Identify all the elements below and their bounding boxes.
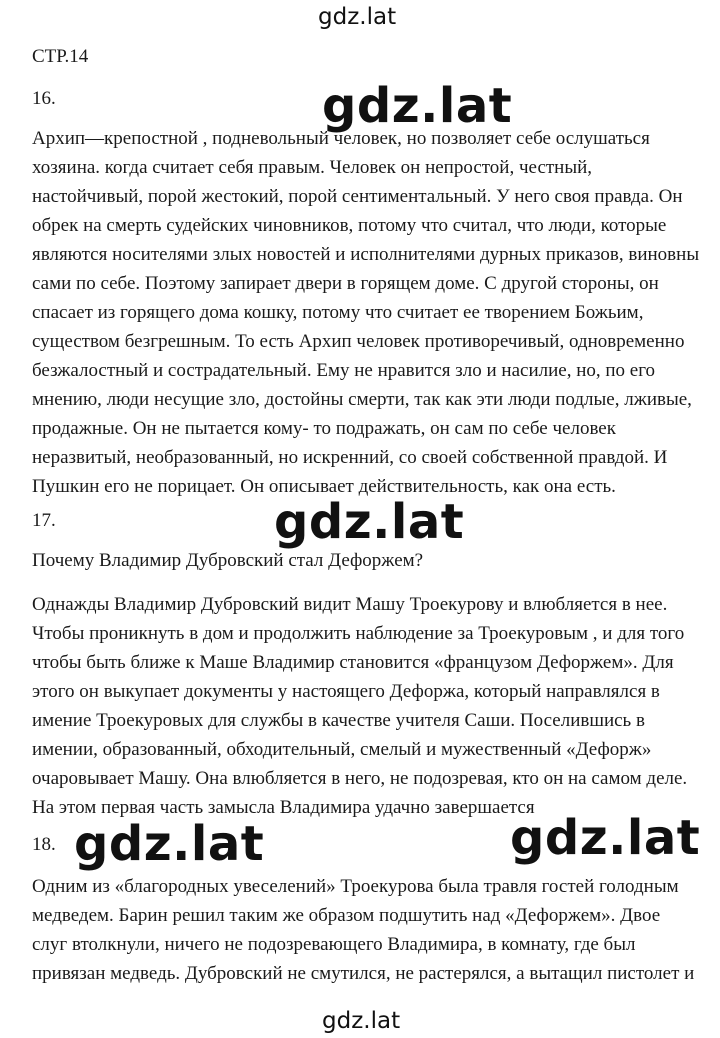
section-17-line: На этом первая часть замысла Владимира удачно завершается bbox=[32, 797, 535, 818]
watermark-mid2: gdz.lat bbox=[274, 494, 465, 550]
section-17-line: очаровывает Машу. Она влюбляется в него, не подозревая, кто он на самом деле. bbox=[32, 768, 688, 789]
section-16-line: спасает из горящего дома кошку, потому что считает ее творением Божьим, bbox=[32, 302, 644, 323]
section-17-text bbox=[32, 590, 704, 822]
section-18-line: Одним из «благородных увеселений» Троекурова была травля гостей голодным bbox=[32, 876, 679, 897]
section-16-line: настойчивый, порой жестокий, порой сентиментальный. У него своя правда. Он bbox=[32, 186, 683, 207]
section-16-line: обрек на смерть судейских чиновников, потому что считал, что люди, которые bbox=[32, 215, 667, 236]
watermark-right3: gdz.lat bbox=[510, 810, 701, 866]
section-17-line: имение Троекуровых для службы в качестве учителя Саши. Поселившись в bbox=[32, 710, 645, 731]
section-16-line: являются носителями злых новостей и исполнителями дурных приказов, виновны bbox=[32, 244, 700, 265]
section-17-question: Почему Владимир Дубровский стал Дефоржем? bbox=[32, 550, 424, 571]
watermark-top: gdz.lat bbox=[318, 4, 397, 30]
section-16-line: Пушкин его не порицает. Он описывает действительность, как она есть. bbox=[32, 476, 616, 497]
section-16-line: неразвитый, необразованный, но искренний, со своей собственной правдой. И bbox=[32, 447, 668, 468]
section-17-line: Чтобы проникнуть в дом и продолжить наблюдение за Троекуровым , и для того bbox=[32, 623, 685, 644]
section-16-number: 16. bbox=[32, 88, 56, 109]
section-17-line: Однажды Владимир Дубровский видит Машу Троекурову и влюбляется в нее. bbox=[32, 594, 668, 615]
section-17-line: чтобы быть ближе к Маше Владимир становится «французом Дефоржем». Для bbox=[32, 652, 674, 673]
watermark-mid1: gdz.lat bbox=[322, 78, 513, 134]
section-16-line: сами по себе. Поэтому запирает двери в горящем доме. С другой стороны, он bbox=[32, 273, 659, 294]
section-16-line: Архип—крепостной , подневольный человек, но позволяет себе ослушаться bbox=[32, 128, 650, 149]
section-18-line: медведем. Барин решил таким же образом подшутить над «Дефоржем». Двое bbox=[32, 905, 661, 926]
section-17-line: этого он выкупает документы у настоящего Дефоржа, который направлялся в bbox=[32, 681, 660, 702]
page-label: СТР.14 bbox=[32, 46, 89, 67]
section-16-line: хозяина. когда считает себя правым. Человек он непростой, честный, bbox=[32, 157, 593, 178]
section-18-number: 18. bbox=[32, 834, 56, 855]
section-18-line: привязан медведь. Дубровский не смутился, не растерялся, а вытащил пистолет и bbox=[32, 963, 695, 984]
section-17-number: 17. bbox=[32, 510, 56, 531]
section-16-line: продажные. Он не пытается кому- то подражать, он сам по себе человек bbox=[32, 418, 616, 439]
section-18-text bbox=[32, 872, 704, 988]
section-16-line: безжалостный и сострадательный. Ему не нравится зло и насилие, но, по его bbox=[32, 360, 656, 381]
section-16-line: существом безгрешным. То есть Архип человек противоречивый, одновременно bbox=[32, 331, 685, 352]
watermark-left3: gdz.lat bbox=[74, 816, 265, 872]
section-17-line: имении, образованный, обходительный, смелый и мужественный «Дефорж» bbox=[32, 739, 652, 760]
section-16-text bbox=[32, 124, 704, 501]
watermark-bottom: gdz.lat bbox=[322, 1008, 401, 1034]
section-18-line: слуг втолкнули, ничего не подозревающего Владимира, в комнату, где был bbox=[32, 934, 636, 955]
section-16-line: мнению, люди несущие зло, достойны смерти, так как эти люди подлые, лживые, bbox=[32, 389, 692, 410]
